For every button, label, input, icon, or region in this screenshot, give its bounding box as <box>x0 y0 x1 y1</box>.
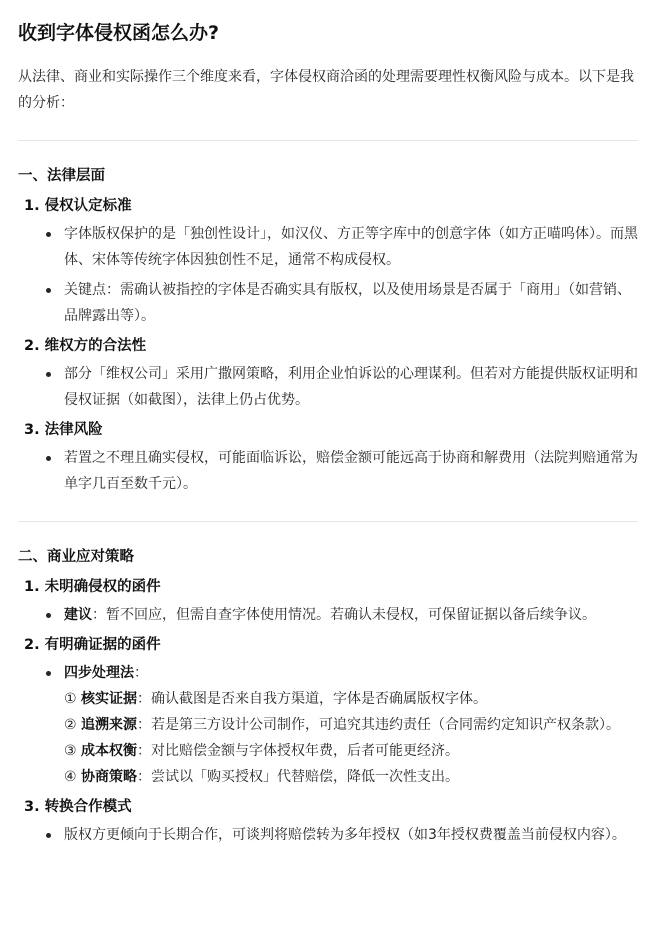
list-item: 若置之不理且确实侵权，可能面临诉讼，赔偿金额可能远高于协商和解费用（法院判赔通常为单字几百至数千元）。 <box>64 445 638 497</box>
subsection-heading: 3. 法律风险 <box>24 422 103 438</box>
section-title: 一、法律层面 <box>18 168 105 184</box>
subsection-heading: 2. 维权方的合法性 <box>24 338 147 354</box>
list-item: 版权方更倾向于长期合作，可谈判将赔偿转为多年授权（如3年授权费覆盖当前侵权内容）。 <box>64 822 638 848</box>
subsection-heading: 1. 未明确侵权的函件 <box>24 579 161 595</box>
bullet-list <box>18 602 638 628</box>
bullet-list <box>18 445 638 497</box>
step-number: ① <box>64 691 77 707</box>
step-label: 追溯来源 <box>81 717 138 733</box>
step-item <box>64 712 638 738</box>
step-label: 成本权衡 <box>81 743 138 759</box>
step-item <box>64 764 638 790</box>
list-item <box>64 660 638 790</box>
subsection-heading: 2. 有明确证据的函件 <box>24 637 161 653</box>
item-text: ： <box>134 665 148 681</box>
bullet-list <box>18 660 638 790</box>
step-text: ：若是第三方设计公司制作，可追究其违约责任（合同需约定知识产权条款）。 <box>137 717 621 733</box>
item-text: ：暂不回应，但需自查字体使用情况。若确认未侵权，可保留证据以备后续争议。 <box>92 607 596 623</box>
section-legal <box>18 163 638 497</box>
subsection-heading: 3. 转换合作模式 <box>24 799 132 815</box>
step-number: ④ <box>64 769 77 785</box>
step-number: ③ <box>64 743 77 759</box>
step-text: ：确认截图是否来自我方渠道，字体是否确属版权字体。 <box>137 691 488 707</box>
list-item: 关键点：需确认被指控的字体是否确实具有版权，以及使用场景是否属于「商用」（如营销、品牌露出等）。 <box>64 277 638 329</box>
intro-paragraph: 从法律、商业和实际操作三个维度来看，字体侵权商洽函的处理需要理性权衡风险与成本。以下是我的分析： <box>18 69 634 111</box>
step-number: ② <box>64 717 77 733</box>
divider <box>18 140 638 141</box>
list-item: 字体版权保护的是「独创性设计」，如汉仪、方正等字库中的创意字体（如方正喵呜体）。而黑体、宋体等传统字体因独创性不足，通常不构成侵权。 <box>64 221 638 273</box>
bullet-list <box>18 822 638 848</box>
step-text: ：对比赔偿金额与字体授权年费，后者可能更经济。 <box>137 743 460 759</box>
step-item <box>64 686 638 712</box>
step-label: 核实证据 <box>81 691 138 707</box>
bullet-list <box>18 361 638 413</box>
page-title: 收到字体侵权函怎么办? <box>18 22 220 44</box>
list-item: 部分「维权公司」采用广撒网策略，利用企业怕诉讼的心理谋利。但若对方能提供版权证明和侵权证据（如截图），法律上仍占优势。 <box>64 361 638 413</box>
section-business <box>18 544 638 848</box>
section-title: 二、商业应对策略 <box>18 549 134 565</box>
step-text: ：尝试以「购买授权」代替赔偿，降低一次性支出。 <box>137 769 460 785</box>
step-item <box>64 738 638 764</box>
step-label: 协商策略 <box>81 769 138 785</box>
bold-label: 建议 <box>64 607 92 623</box>
bullet-list <box>18 221 638 329</box>
subsection-heading: 1. 侵权认定标准 <box>24 198 132 214</box>
list-item <box>64 602 638 628</box>
divider <box>18 521 638 522</box>
bold-label: 四步处理法 <box>64 665 134 681</box>
